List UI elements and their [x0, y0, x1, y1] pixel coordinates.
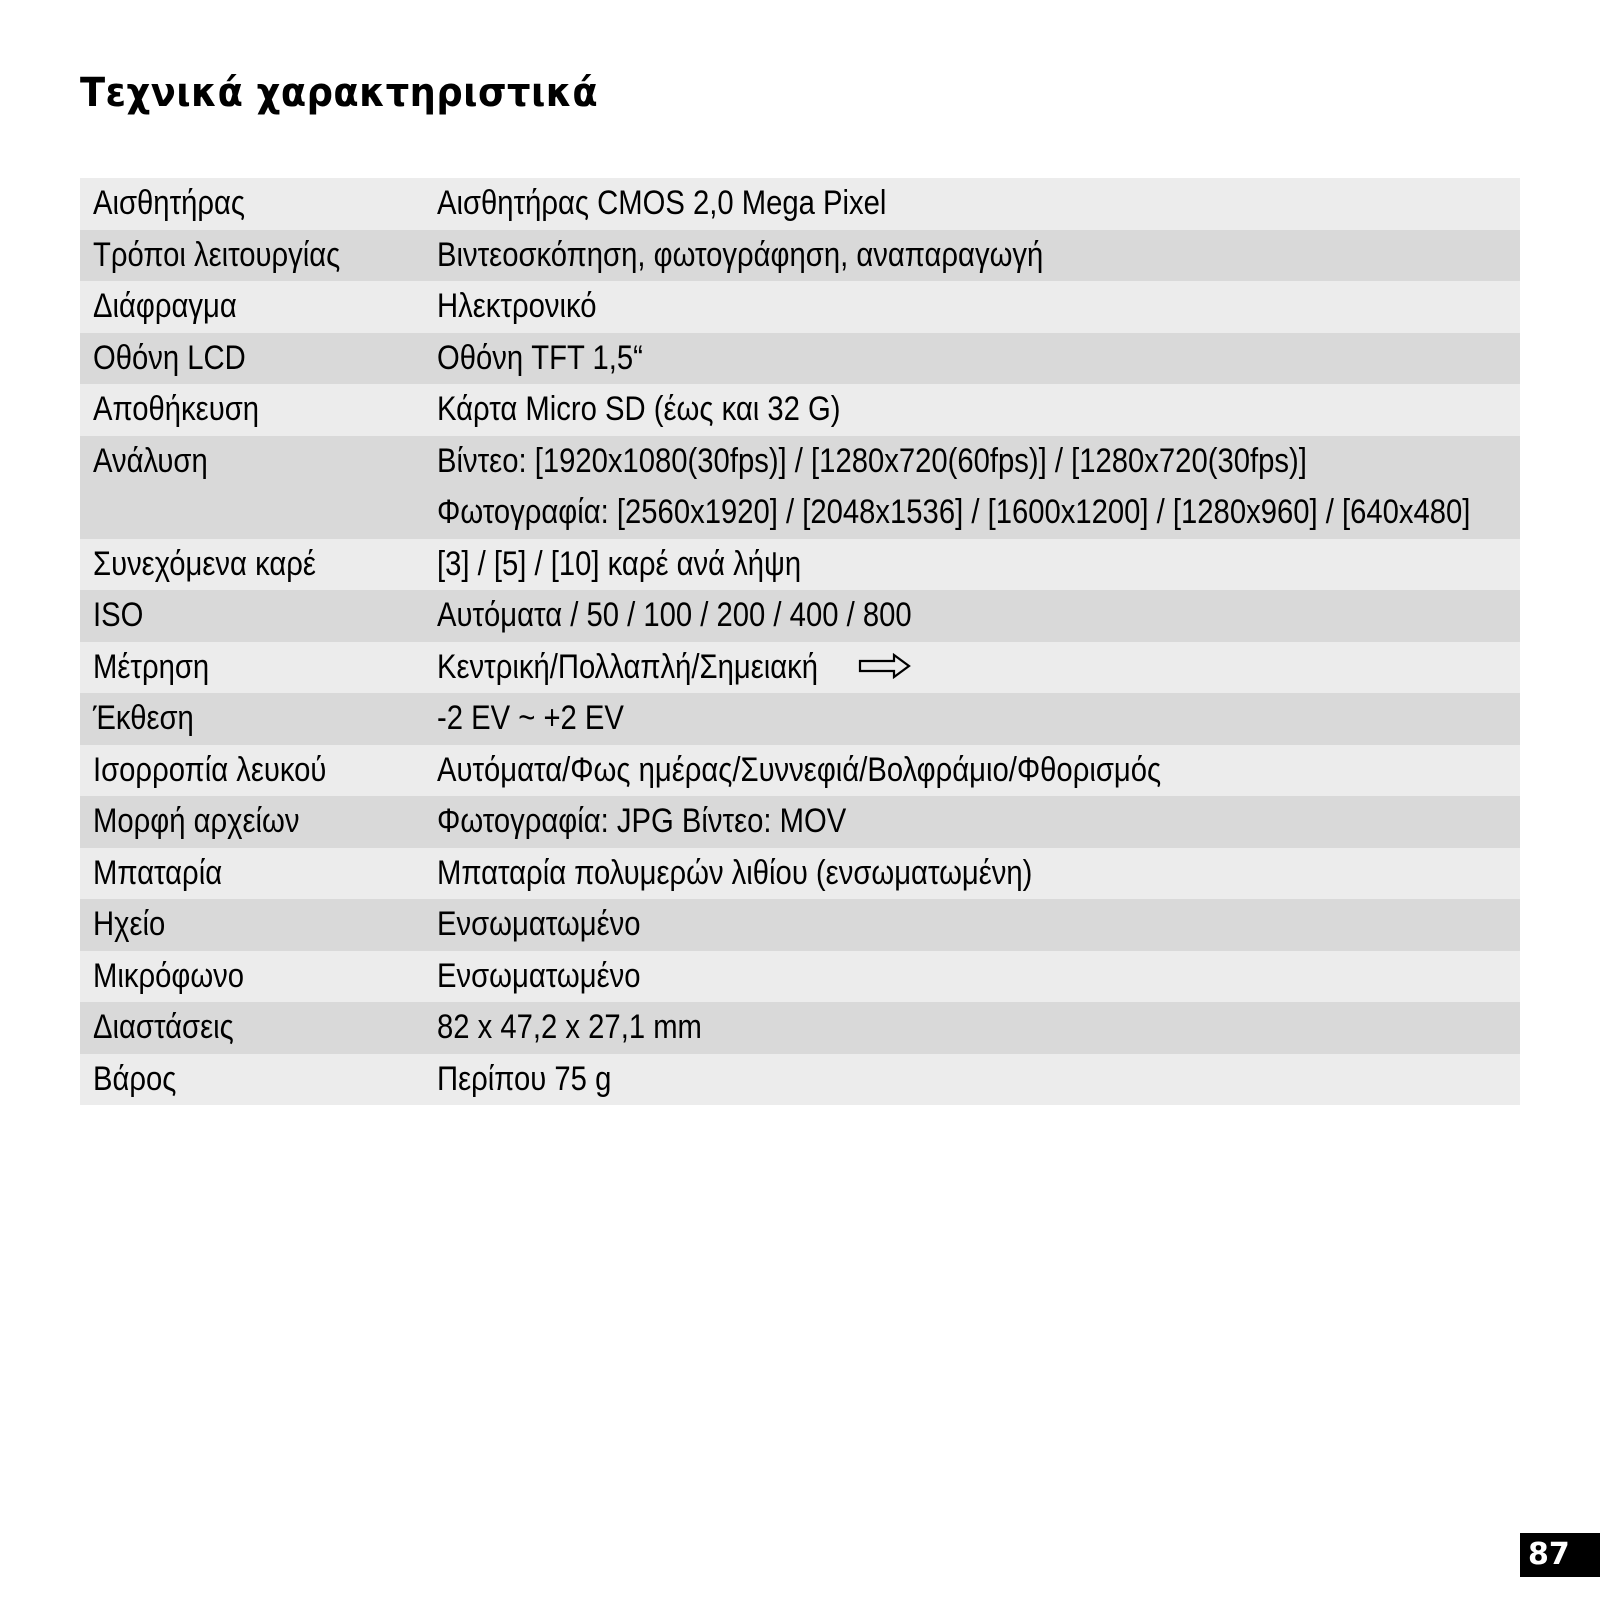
spec-value-line — [437, 436, 1520, 488]
spec-value-line — [437, 178, 1520, 230]
spec-value-cell — [424, 436, 1520, 539]
spec-value-cell — [424, 1002, 1520, 1054]
spec-row — [80, 796, 1520, 848]
spec-value: Αυτόματα / 50 / 100 / 200 / 400 / 800 — [437, 596, 912, 634]
spec-label: Έκθεση — [93, 699, 194, 737]
spec-label-cell — [80, 281, 424, 333]
spec-label: Μέτρηση — [93, 647, 210, 686]
spec-value-cell — [424, 539, 1520, 591]
spec-value-line — [437, 333, 1520, 385]
spec-value-line — [437, 1002, 1520, 1054]
spec-label: Μικρόφωνο — [93, 956, 245, 995]
spec-value: Περίπου 75 g — [437, 1059, 612, 1098]
spec-label: Διαστάσεις — [93, 1008, 234, 1046]
spec-label: Βάρος — [93, 1059, 177, 1098]
spec-table — [80, 178, 1520, 1105]
spec-label: Ισορροπία λευκού — [93, 750, 327, 789]
spec-row — [80, 693, 1520, 745]
spec-row — [80, 436, 1520, 539]
spec-value: Αισθητήρας CMOS 2,0 Mega Pixel — [437, 184, 887, 222]
page-number: 87 — [1520, 1533, 1600, 1577]
spec-row — [80, 333, 1520, 385]
spec-label-cell — [80, 642, 424, 694]
spec-label: Διάφραγμα — [93, 287, 237, 325]
page-title: Τεχνικά χαρακτηριστικά — [80, 70, 599, 116]
spec-label: ISO — [93, 596, 144, 634]
spec-value-cell — [424, 281, 1520, 333]
spec-value-line — [437, 539, 1520, 591]
spec-value-line — [437, 642, 1520, 694]
spec-row — [80, 951, 1520, 1003]
spec-value-line — [437, 230, 1520, 282]
spec-value-line — [437, 1054, 1520, 1106]
spec-row — [80, 899, 1520, 951]
spec-label-cell — [80, 1002, 424, 1054]
spec-label-cell — [80, 848, 424, 900]
spec-row — [80, 1054, 1520, 1106]
spec-value-line — [437, 693, 1520, 745]
spec-row — [80, 384, 1520, 436]
spec-label: Οθόνη LCD — [93, 338, 246, 377]
spec-table-body — [80, 178, 1520, 1105]
spec-row — [80, 281, 1520, 333]
spec-label-cell — [80, 951, 424, 1003]
spec-label: Συνεχόμενα καρέ — [93, 544, 316, 583]
spec-value-cell — [424, 590, 1520, 642]
spec-value-line — [437, 384, 1520, 436]
spec-value: Φωτογραφία: JPG Βίντεο: MOV — [437, 802, 847, 840]
spec-value: Ενσωματωμένο — [437, 905, 641, 943]
spec-label: Αποθήκευση — [93, 390, 260, 428]
spec-value: Ενσωματωμένο — [437, 956, 641, 995]
spec-label-cell — [80, 796, 424, 848]
spec-label-cell — [80, 539, 424, 591]
spec-value-line — [437, 281, 1520, 333]
spec-value: -2 EV ~ +2 EV — [437, 699, 624, 737]
spec-label: Τρόποι λειτουργίας — [93, 235, 341, 274]
spec-value-cell — [424, 333, 1520, 385]
right-arrow-icon — [858, 653, 912, 679]
spec-value-line — [437, 951, 1520, 1003]
spec-label-cell — [80, 384, 424, 436]
spec-label-cell — [80, 693, 424, 745]
spec-row — [80, 590, 1520, 642]
spec-value: Ηλεκτρονικό — [437, 287, 597, 325]
spec-label-cell — [80, 745, 424, 797]
spec-row — [80, 539, 1520, 591]
spec-value-cell — [424, 951, 1520, 1003]
spec-value-cell — [424, 693, 1520, 745]
spec-value-line — [437, 796, 1520, 848]
spec-label: Μορφή αρχείων — [93, 802, 300, 840]
spec-row — [80, 178, 1520, 230]
spec-label-cell — [80, 230, 424, 282]
spec-value-cell — [424, 642, 1520, 694]
spec-label: Αισθητήρας — [93, 184, 246, 222]
spec-value-line — [437, 745, 1520, 797]
spec-value-cell — [424, 384, 1520, 436]
spec-label-cell — [80, 333, 424, 385]
spec-value: [3] / [5] / [10] καρέ ανά λήψη — [437, 544, 802, 583]
spec-label-cell — [80, 436, 424, 539]
spec-value-cell — [424, 1054, 1520, 1106]
spec-value-line — [437, 487, 1520, 539]
spec-value: Κάρτα Micro SD (έως και 32 G) — [437, 390, 841, 428]
spec-row — [80, 642, 1520, 694]
spec-value-cell — [424, 848, 1520, 900]
spec-value: Οθόνη TFT 1,5“ — [437, 338, 643, 377]
spec-label: Μπαταρία — [93, 853, 223, 892]
spec-row — [80, 1002, 1520, 1054]
spec-value: Βιντεοσκόπηση, φωτογράφηση, αναπαραγωγή — [437, 235, 1044, 274]
spec-value-line — [437, 590, 1520, 642]
spec-value-line — [437, 899, 1520, 951]
spec-value: Αυτόματα/Φως ημέρας/Συννεφιά/Βολφράμιο/Φθορισμός — [437, 750, 1162, 789]
spec-value: 82 x 47,2 x 27,1 mm — [437, 1008, 702, 1046]
spec-value-cell — [424, 230, 1520, 282]
spec-value: Φωτογραφία: [2560x1920] / [2048x1536] / [1600x1200] / [1280x960] / [640x480] — [437, 493, 1471, 531]
spec-value-cell — [424, 178, 1520, 230]
spec-label: Ανάλυση — [93, 441, 208, 480]
spec-label-cell — [80, 1054, 424, 1106]
spec-row — [80, 745, 1520, 797]
spec-value: Μπαταρία πολυμερών λιθίου (ενσωματωμένη) — [437, 853, 1033, 892]
spec-value: Βίντεο: [1920x1080(30fps)] / [1280x720(60fps)] / [1280x720(30fps)] — [437, 441, 1307, 480]
spec-row — [80, 848, 1520, 900]
spec-label-cell — [80, 590, 424, 642]
spec-label: Ηχείο — [93, 905, 166, 943]
spec-value-cell — [424, 796, 1520, 848]
spec-value-cell — [424, 745, 1520, 797]
spec-value: Κεντρική/Πολλαπλή/Σημειακή — [437, 647, 819, 686]
spec-label-cell — [80, 899, 424, 951]
spec-value-cell — [424, 899, 1520, 951]
spec-label-cell — [80, 178, 424, 230]
spec-value-line — [437, 848, 1520, 900]
spec-row — [80, 230, 1520, 282]
